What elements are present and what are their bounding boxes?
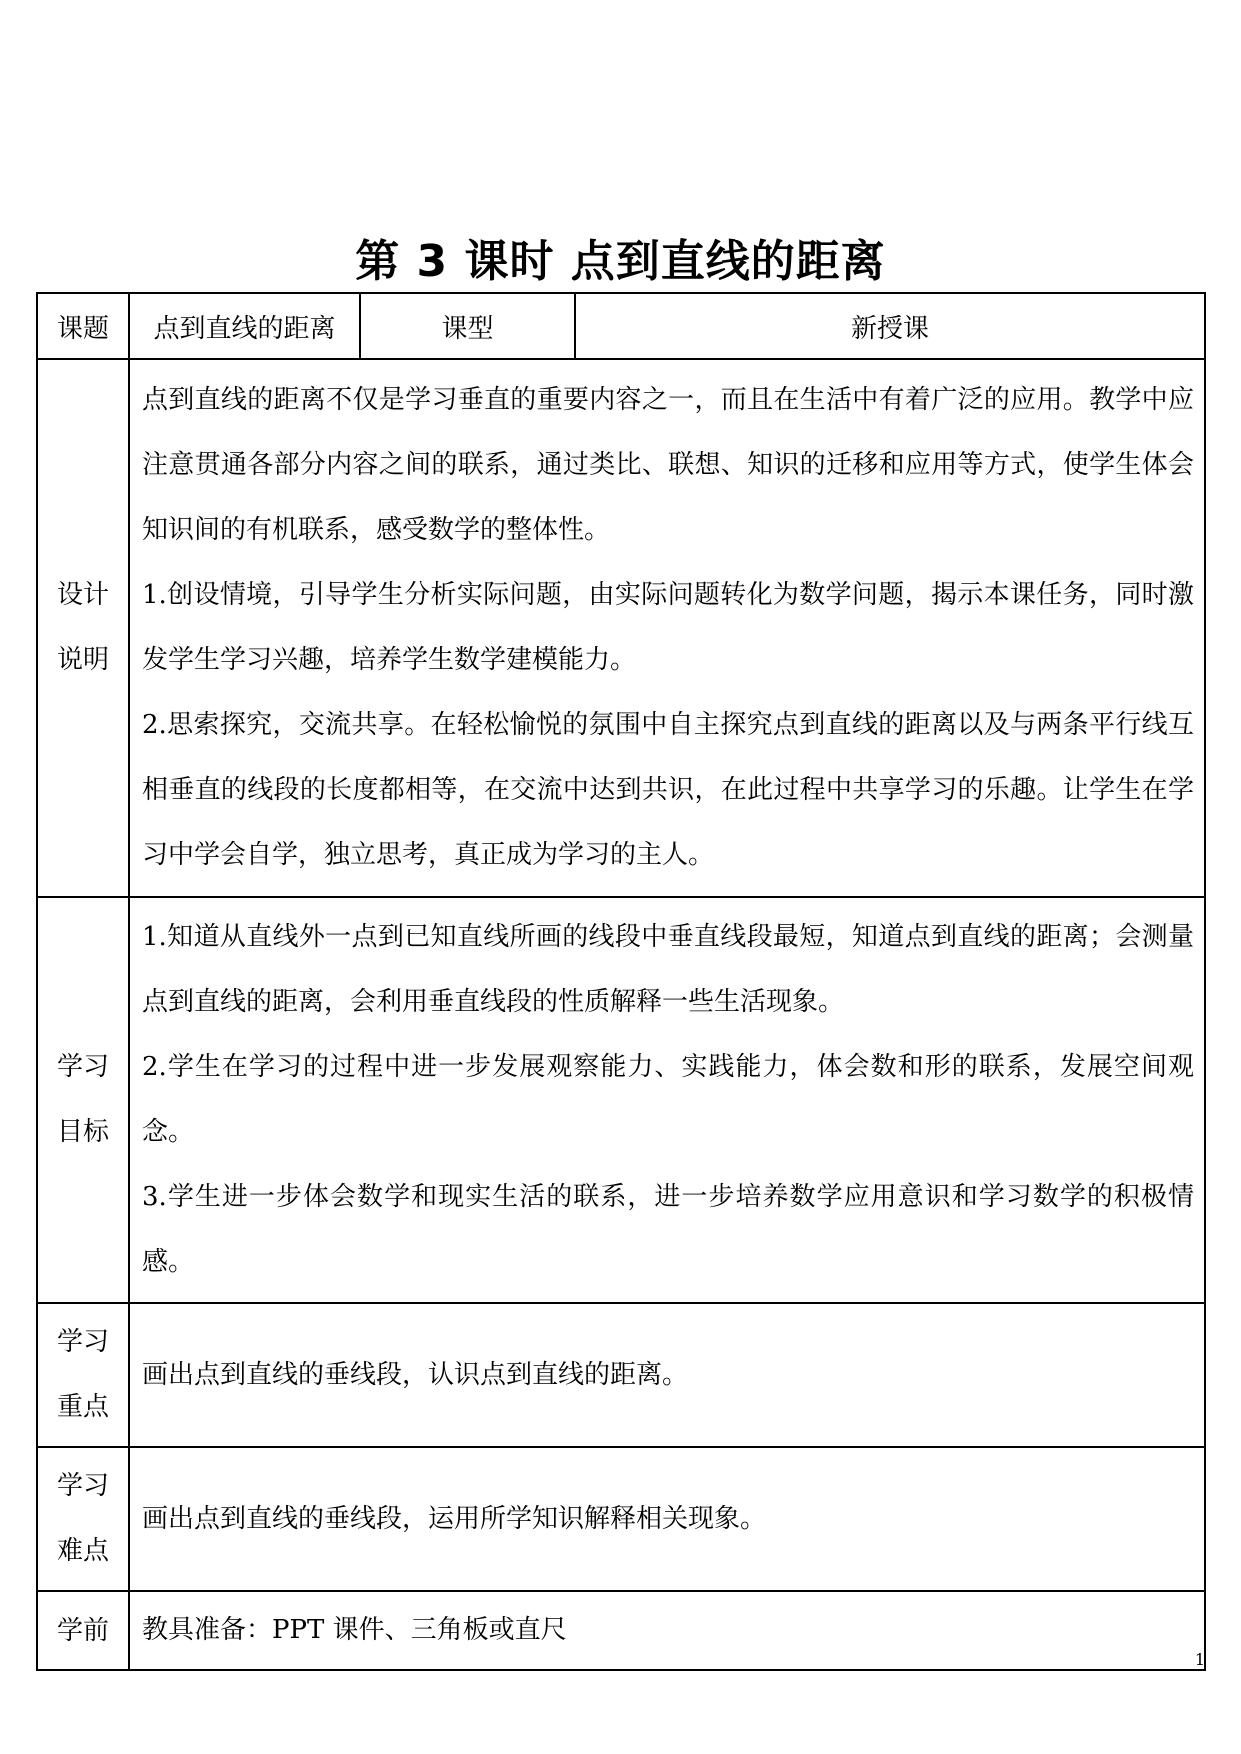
topic-value: 点到直线的距离	[129, 293, 360, 359]
goal-paragraph: 3.学生进一步体会数学和现实生活的联系，进一步培养数学应用意识和学习数学的积极情感。	[142, 1182, 1194, 1277]
header-row	[37, 293, 1205, 359]
design-label	[37, 359, 129, 897]
preparation-content: 教具准备：PPT 课件、三角板或直尺	[129, 1591, 1205, 1670]
difficulties-label-line2: 难点	[56, 1536, 109, 1566]
design-content	[129, 359, 1205, 897]
topic-label: 课题	[37, 293, 129, 359]
design-paragraph: 1.创设情境，引导学生分析实际问题，由实际问题转化为数学问题，揭示本课任务，同时激发学生学习兴趣，培养学生数学建模能力。	[142, 580, 1194, 675]
type-label: 课型	[360, 293, 575, 359]
design-paragraph: 2.思索探究，交流共享。在轻松愉悦的氛围中自主探究点到直线的距离以及与两条平行线互相垂直的线段的长度都相等，在交流中达到共识，在此过程中共享学习的乐趣。让学生在学习中学会自学，独立思考，真正成为学习的主人。	[142, 710, 1194, 870]
difficulties-content: 画出点到直线的垂线段，运用所学知识解释相关现象。	[129, 1447, 1205, 1591]
key-points-row	[37, 1303, 1205, 1447]
goals-label-line1: 学习	[56, 1052, 109, 1082]
key-points-label-line2: 重点	[56, 1392, 109, 1422]
design-label-line2: 说明	[56, 645, 109, 675]
difficulties-row	[37, 1447, 1205, 1591]
goals-content	[129, 897, 1205, 1303]
preparation-label: 学前	[37, 1591, 129, 1670]
lesson-plan-table	[36, 292, 1206, 1671]
key-points-label	[37, 1303, 129, 1447]
goals-label-line2: 目标	[56, 1117, 109, 1147]
goal-paragraph: 2.学生在学习的过程中进一步发展观察能力、实践能力，体会数和形的联系，发展空间观念。	[142, 1052, 1194, 1147]
difficulties-label	[37, 1447, 129, 1591]
type-value: 新授课	[575, 293, 1205, 359]
design-row	[37, 359, 1205, 897]
design-paragraph: 点到直线的距离不仅是学习垂直的重要内容之一，而且在生活中有着广泛的应用。教学中应注意贯通各部分内容之间的联系，通过类比、联想、知识的迁移和应用等方式，使学生体会知识间的有机联系，感受数学的整体性。	[142, 385, 1194, 545]
goals-row	[37, 897, 1205, 1303]
difficulties-label-line1: 学习	[56, 1471, 109, 1501]
page-number: 1	[1194, 1650, 1205, 1669]
key-points-content: 画出点到直线的垂线段，认识点到直线的距离。	[129, 1303, 1205, 1447]
preparation-row	[37, 1591, 1205, 1670]
goals-label	[37, 897, 129, 1303]
design-label-line1: 设计	[56, 580, 109, 610]
key-points-label-line1: 学习	[56, 1327, 109, 1357]
page-title: 第 3 课时 点到直线的距离	[355, 236, 886, 287]
goal-paragraph: 1.知道从直线外一点到已知直线所画的线段中垂直线段最短，知道点到直线的距离；会测量点到直线的距离，会利用垂直线段的性质解释一些生活现象。	[142, 922, 1194, 1017]
